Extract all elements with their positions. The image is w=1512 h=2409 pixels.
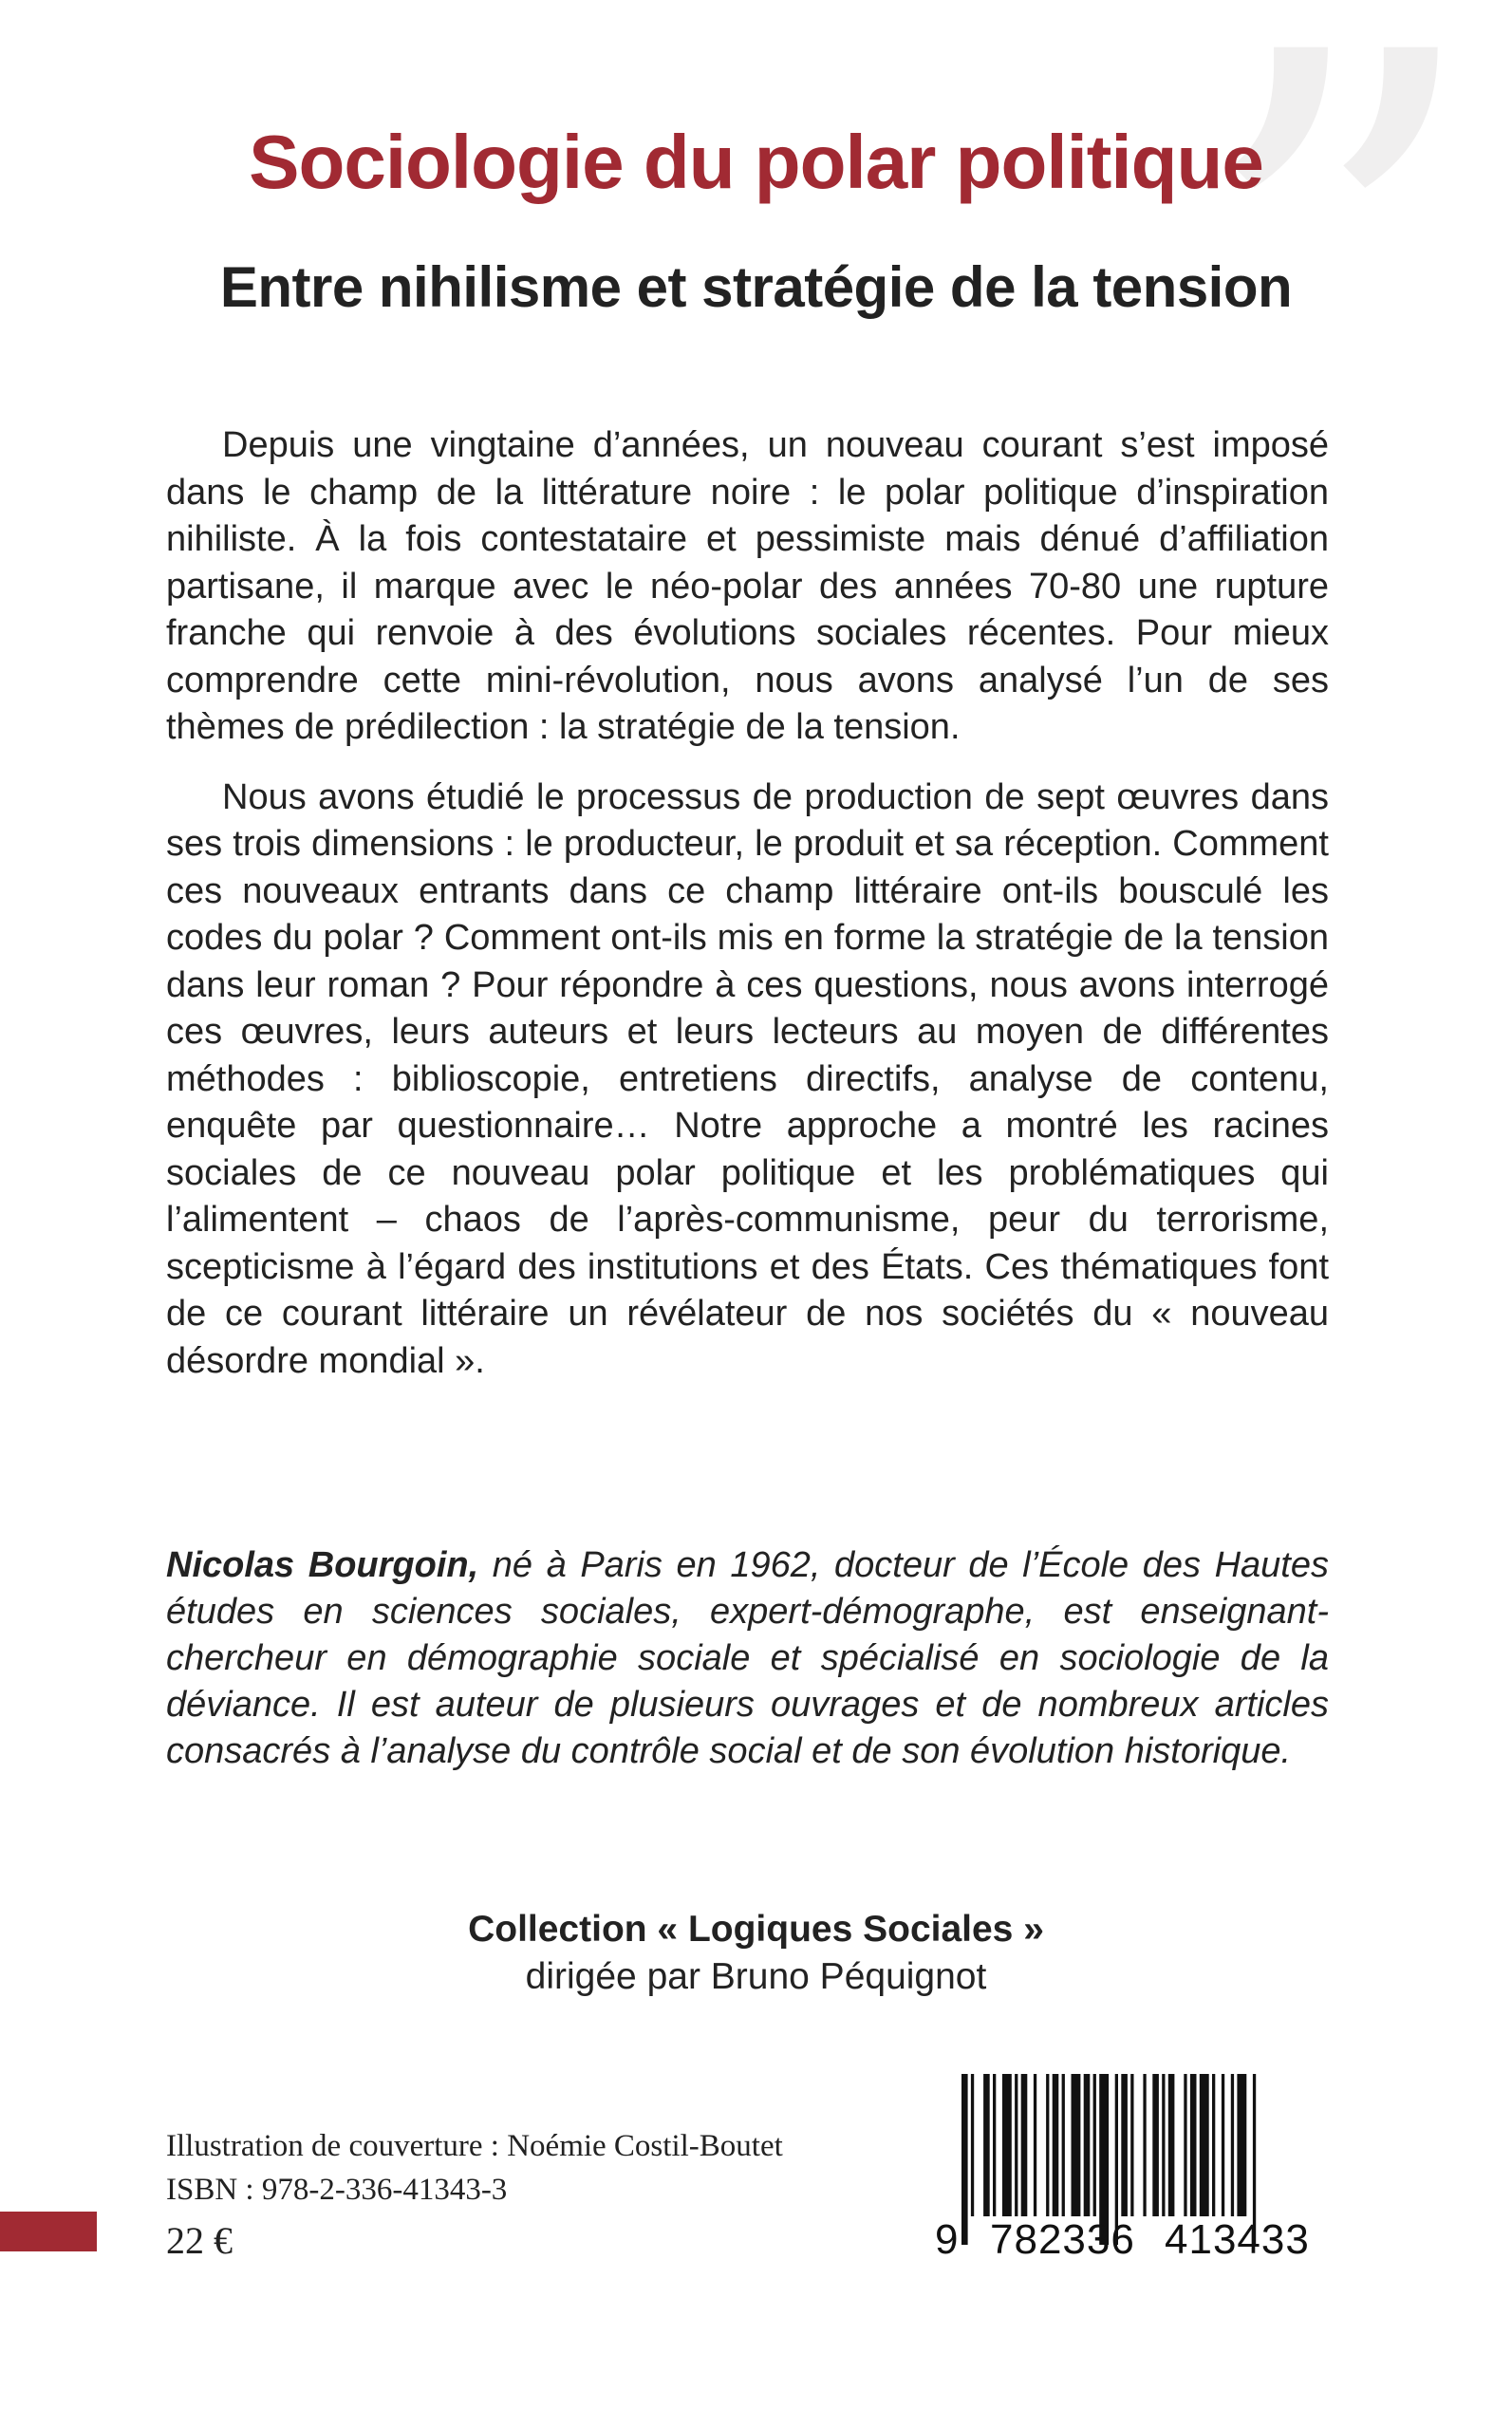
barcode-bar xyxy=(993,2074,996,2216)
author-bio xyxy=(166,1542,1329,1775)
barcode-bar xyxy=(1053,2074,1059,2216)
barcode-bar xyxy=(1212,2074,1215,2216)
barcode-bar xyxy=(1162,2074,1165,2216)
barcode-bar xyxy=(1021,2074,1028,2216)
barcode-bar xyxy=(1231,2074,1234,2216)
decorative-quote-icon: ” xyxy=(1192,0,1484,597)
barcode-bar xyxy=(1046,2074,1049,2216)
blurb xyxy=(166,422,1329,1408)
blurb-paragraph-2: Nous avons étudié le processus de production de sept œuvres dans ses trois dimensions : le producteur, le produit et sa réception. Comment ces nouveaux entrants dans ce champ littéraire ont-ils bousculé les codes du polar ? Comment ont-ils mis en forme la stratégie de la tension dans leur roman ? Pour répondre à ces questions, nous avons interrogé ces œuvres, leurs auteurs et leurs lecteurs au moyen de différentes méthodes : biblioscopie, entretiens directifs, analyse de contenu, enquête par questionnaire… Notre approche a montré les racines sociales de ce nouveau polar politique et les problématiques qui l’alimentent – chaos de l’après-communisme, peur du terrorisme, scepticisme à l’égard des institutions et des États. Ces thématiques font de ce courant littéraire un révélateur de nos sociétés du « nouveau désordre mondial ». xyxy=(166,776,1329,1381)
author-bio-text: né à Paris en 1962, docteur de l’École des Hautes études en sciences sociales, expert-démographe, est enseignant-chercheur en démographie sociale et spécialisé en sociologie de la déviance. Il est auteur de plusieurs ouvrages et de nombreux articles consacrés à l’analyse du contrôle social et de son évolution historique. xyxy=(166,1545,1329,1771)
barcode-bar xyxy=(1130,2074,1133,2216)
blurb-paragraph-1: Depuis une vingtaine d’années, un nouveau courant s’est imposé dans le champ de la littérature noire : le polar politique d’inspiration nihiliste. À la fois contestataire et pessimiste mais dénué d’affiliation partisane, il marque avec le néo-polar des années 70-80 une rupture franche qui renvoie à des évolutions sociales récentes. Pour mieux comprendre cette mini-révolution, nous avons analysé l’un de ses thèmes de prédilection : la stratégie de la tension. xyxy=(166,425,1329,747)
barcode-group-2: 413433 xyxy=(1165,2216,1310,2263)
isbn: ISBN : 978-2-336-41343-3 xyxy=(166,2173,508,2207)
barcode-bar xyxy=(983,2074,990,2216)
barcode-bar xyxy=(1002,2074,1012,2216)
barcode-bar xyxy=(1072,2074,1081,2216)
collection-name: Collection « Logiques Sociales » xyxy=(468,1909,1044,1950)
book-subtitle: Entre nihilisme et stratégie de la tension xyxy=(219,255,1293,319)
barcode-bar xyxy=(1084,2074,1091,2216)
barcode-bar xyxy=(971,2074,974,2216)
barcode-bar xyxy=(1143,2074,1146,2216)
author-name: Nicolas Bourgoin, xyxy=(166,1545,479,1585)
barcode-bar xyxy=(1237,2074,1246,2216)
price: 22 € xyxy=(166,2219,233,2262)
book-title: Sociologie du polar politique xyxy=(249,120,1263,204)
barcode-bar xyxy=(1168,2074,1175,2216)
barcode-bar xyxy=(1222,2074,1224,2216)
barcode-bar xyxy=(1152,2074,1159,2216)
collection-director: dirigée par Bruno Péquignot xyxy=(525,1956,987,1997)
barcode-bar xyxy=(1184,2074,1186,2216)
accent-bar xyxy=(0,2212,97,2251)
barcode-bar xyxy=(1062,2074,1065,2216)
barcode-bar xyxy=(1093,2074,1096,2216)
barcode-group-1: 782336 xyxy=(990,2216,1135,2263)
credits xyxy=(166,2124,831,2263)
barcode-lead-digit: 9 xyxy=(935,2216,959,2263)
barcode-bar xyxy=(1200,2074,1209,2216)
barcode-bar xyxy=(1015,2074,1017,2216)
barcode-bar xyxy=(1121,2074,1128,2216)
collection-info xyxy=(0,1906,1512,2001)
illustration-credit: Illustration de couverture : Noémie Costil-Boutet xyxy=(166,2129,783,2163)
barcode-bar xyxy=(1190,2074,1197,2216)
barcode-bar xyxy=(1034,2074,1036,2216)
barcode-bar xyxy=(961,2074,968,2245)
